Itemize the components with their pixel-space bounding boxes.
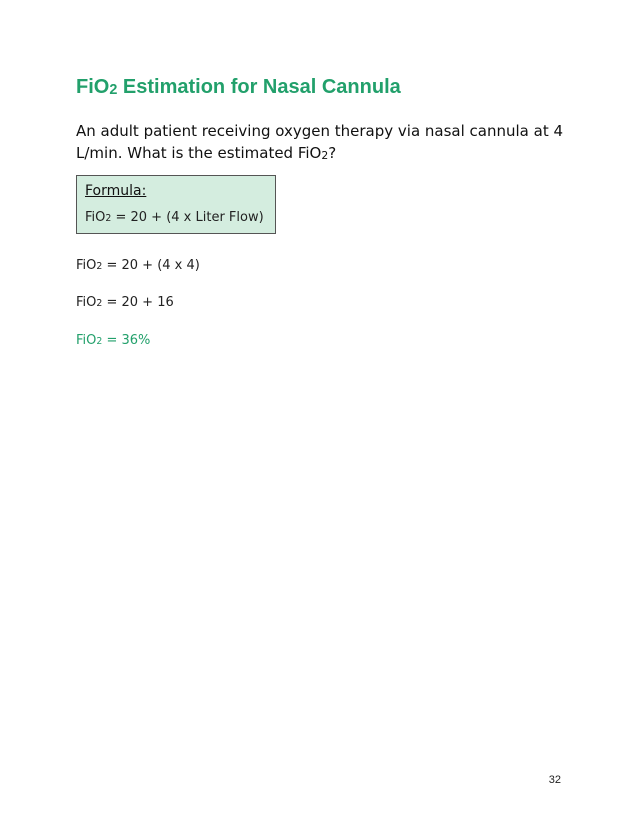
calculation-step-2	[76, 295, 174, 310]
result-subscript: 2	[96, 336, 103, 348]
step-2-prefix: FiO	[76, 295, 97, 310]
formula-expression	[85, 207, 267, 230]
question-body: An adult patient receiving oxygen therapy via nasal cannula at 4 L/min. What is the estimated FiO	[76, 122, 564, 162]
question-subscript: 2	[321, 148, 329, 162]
title-prefix: FiO	[76, 76, 110, 98]
calculation-result	[76, 333, 150, 348]
formula-prefix: FiO	[85, 210, 106, 225]
formula-label: Formula:	[85, 183, 147, 199]
title-rest: Estimation for Nasal Cannula	[117, 76, 401, 98]
question-text	[76, 120, 566, 166]
step-2-rest: = 20 + 16	[102, 295, 174, 310]
question-suffix: ?	[328, 144, 337, 162]
calculation-step-1	[76, 258, 200, 273]
formula-rest: = 20 + (4 x Liter Flow)	[111, 210, 264, 225]
step-1-rest: = 20 + (4 x 4)	[102, 258, 200, 273]
result-prefix: FiO	[76, 333, 97, 348]
page-number: 32	[548, 774, 561, 786]
formula-box	[76, 175, 276, 234]
step-1-subscript: 2	[96, 261, 103, 273]
title-subscript: 2	[109, 81, 118, 98]
step-1-prefix: FiO	[76, 258, 97, 273]
result-rest: = 36%	[102, 333, 151, 348]
step-2-subscript: 2	[96, 298, 103, 310]
page-title	[76, 76, 401, 99]
formula-subscript: 2	[105, 213, 112, 225]
